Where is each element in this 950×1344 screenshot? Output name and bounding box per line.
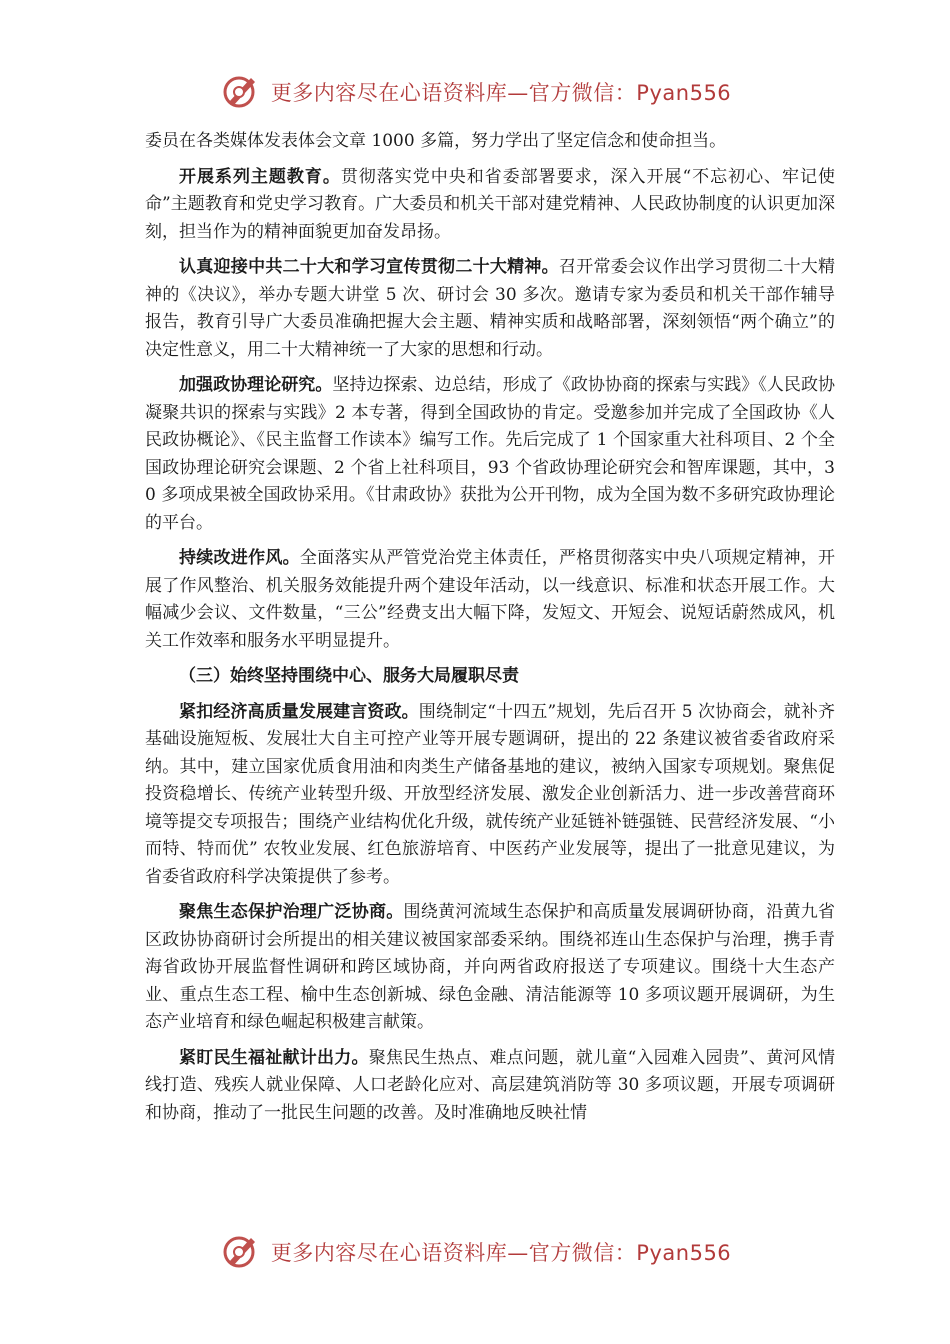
paragraph-lead: 开展系列主题教育。 <box>179 166 341 187</box>
watermark-text: 更多内容尽在心语资料库—官方微信：Pyan556 <box>270 81 732 105</box>
paragraph <box>145 699 835 892</box>
paragraph <box>145 164 835 247</box>
watermark-banner-top <box>0 70 950 114</box>
document-body <box>145 128 835 1135</box>
paragraph-text: 围绕制定“十四五”规划，先后召开 5 次协商会，就补齐基础设施短板、发展壮大自主可控产业等开展专题调研，提出的 22 条建议被省委省政府采纳。其中，建立国家优质食用油和肉类生产储备基地的建议，被纳入国家专项规划。聚焦促投资稳增长、传统产业转型升级、开放型经济发展、激发企业创新活力、进一步改善营商环境等提交专项报告；围绕产业结构优化升级，就传统产业延链补链强链、民营经济发展、“小而特、特而优” 农牧业发展、红色旅游培育、中医药产业发展等，提出了一批意见建议，为省委省政府科学决策提供了参考。 <box>145 701 835 887</box>
paragraph-lead: 紧盯民生福祉献计出力。 <box>179 1047 369 1068</box>
paragraph <box>145 372 835 537</box>
paragraph-lead: 持续改进作风。 <box>179 548 300 568</box>
paragraph-text: 委员在各类媒体发表体会文章 1000 多篇，努力学出了坚定信念和使命担当。 <box>145 131 727 151</box>
paragraph-text: 召开常委会议作出学习贯彻二十大精神的《决议》，举办专题大讲堂 5 次、研讨会 30 多次。邀请专家为委员和机关干部作辅导报告，教育引导广大委员准确把握大会主题、精神实质和战略部署，深刻领悟“两个确立”的决定性意义，用二十大精神统一了大家的思想和行动。 <box>145 257 836 360</box>
paragraph <box>145 128 835 156</box>
paragraph-lead: 认真迎接中共二十大和学习宣传贯彻二十大精神。 <box>179 257 559 277</box>
section-heading: （三）始终坚持围绕中心、服务大局履职尽责 <box>179 666 519 686</box>
paragraph-lead: 紧扣经济高质量发展建言资政。 <box>179 701 419 722</box>
paragraph-text: 贯彻落实党中央和省委部署要求，深入开展“不忘初心、牢记使命”主题教育和党史学习教育。广大委员和机关干部对建党精神、人民政协制度的认识更加深刻，担当作为的精神面貌更加奋发昂扬。 <box>145 166 835 242</box>
watermark-banner-bottom <box>0 1230 950 1274</box>
paragraph-text: 全面落实从严管党治党主体责任，严格贯彻落实中央八项规定精神，开展了作风整治、机关服务效能提升两个建设年活动，以一线意识、标准和状态开展工作。大幅减少会议、文件数量，“三公”经费支出大幅下降，发短文、开短会、说短话蔚然成风，机关工作效率和服务水平明显提升。 <box>145 548 836 651</box>
paragraph-lead: 加强政协理论研究。 <box>179 375 333 395</box>
paragraph <box>145 1045 835 1128</box>
watermark-text: 更多内容尽在心语资料库—官方微信：Pyan556 <box>270 1241 732 1265</box>
paragraph <box>145 254 835 364</box>
logo-icon <box>219 1232 263 1272</box>
paragraph-text: 坚持边探索、边总结，形成了《政协协商的探索与实践》《人民政协凝聚共识的探索与实践》2 本专著，得到全国政协的肯定。受邀参加并完成了全国政协《人民政协概论》、《民主监督工作读本》编写工作。先后完成了 1 个国家重大社科项目、2 个全国政协理论研究会课题、2 个省上社科项目，93 个省政协理论研究会和智库课题，其中，30 多项成果被全国政协采用。《甘肃政协》获批为公开刊物，成为全国为数不多研究政协理论的平台。 <box>145 375 836 533</box>
paragraph-text: 聚焦民生热点、难点问题，就儿童“入园难入园贵”、黄河风情线打造、残疾人就业保障、人口老龄化应对、高层建筑消防等 30 多项议题，开展专项调研和协商，推动了一批民生问题的改善。及时准确地反映社情 <box>145 1047 835 1123</box>
paragraph <box>145 899 835 1037</box>
paragraph-text: 围绕黄河流域生态保护和高质量发展调研协商，沿黄九省区政协协商研讨会所提出的相关建议被国家部委采纳。围绕祁连山生态保护与治理，携手青海省政协开展监督性调研和跨区域协商，并向两省政府报送了专项建议。围绕十大生态产业、重点生态工程、榆中生态创新城、绿色金融、清洁能源等 10 多项议题开展调研，为生态产业培育和绿色崛起积极建言献策。 <box>145 902 836 1032</box>
logo-icon <box>219 72 263 112</box>
paragraph <box>145 545 835 655</box>
paragraph-lead: 聚焦生态保护治理广泛协商。 <box>179 902 404 922</box>
